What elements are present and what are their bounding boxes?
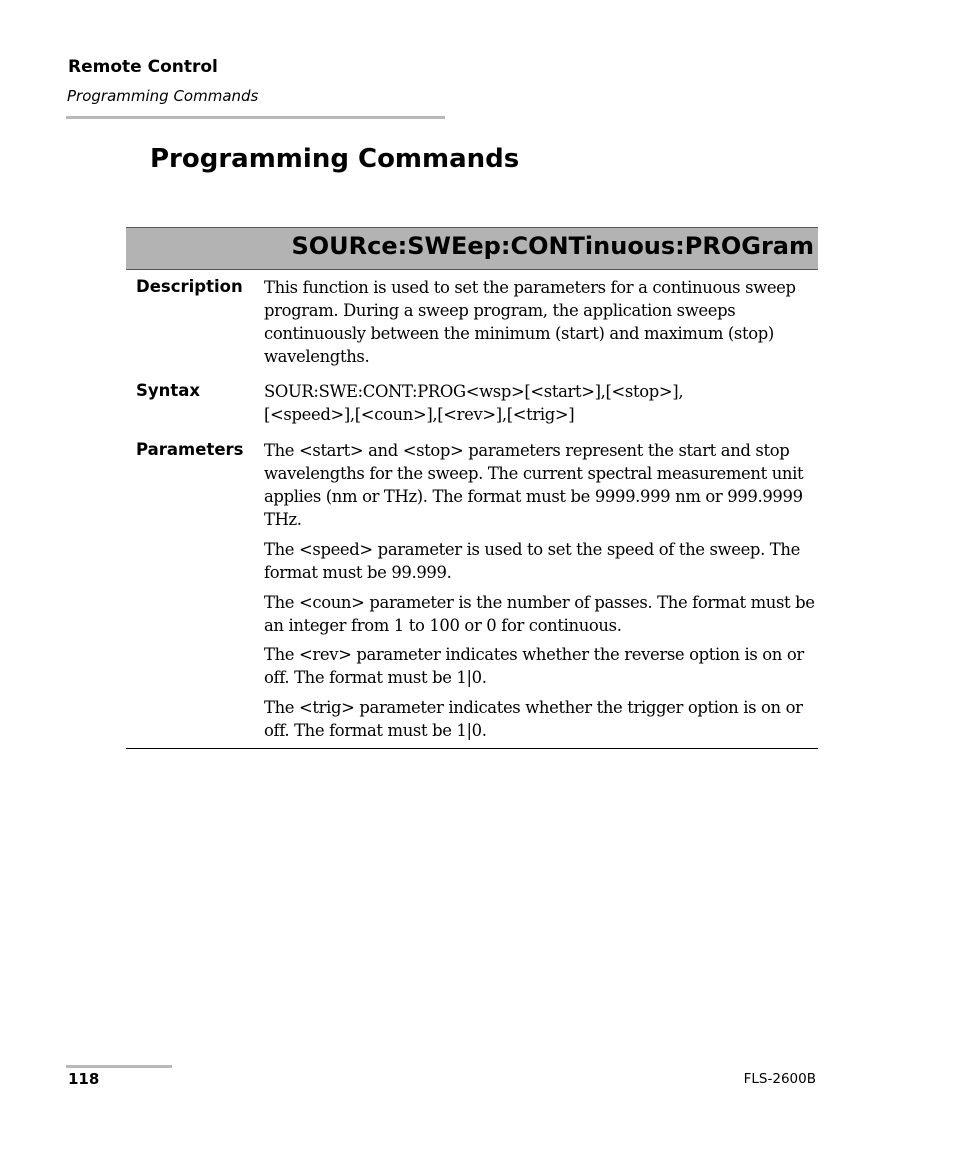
description-text: This function is used to set the parameters for a continuous sweep program. During a sweep program, the application sweeps continuously between the minimum (start) and maximum (stop) wavelengths. [264, 278, 796, 366]
header-divider [66, 116, 445, 119]
parameter-paragraph: The <speed> parameter is used to set the speed of the sweep. The format must be 99.999. [264, 540, 800, 582]
parameter-paragraph: The <start> and <stop> parameters represent the start and stop wavelengths for the sweep. The current spectral measurement unit applies (nm or THz). The format must be 9999.999 nm or 999.9999 THz. [264, 441, 804, 529]
parameters-label: Parameters [136, 440, 244, 459]
description-label: Description [136, 277, 243, 296]
table-bottom-rule [126, 748, 818, 749]
command-name: SOURce:SWEep:CONTinuous:PROGram [291, 232, 814, 260]
parameter-paragraph: The <rev> parameter indicates whether the reverse option is on or off. The format must be 1|0. [264, 645, 804, 687]
parameter-paragraph: The <trig> parameter indicates whether the trigger option is on or off. The format must be 1|0. [264, 698, 803, 740]
page-number: 118 [68, 1070, 100, 1088]
page-title: Programming Commands [150, 144, 520, 174]
syntax-label: Syntax [136, 381, 201, 400]
syntax-line-2: [<speed>],[<coun>],[<rev>],[<trig>] [264, 405, 575, 424]
parameter-paragraph: The <coun> parameter is the number of passes. The format must be an integer from 1 to 100 or 0 for continuous. [264, 593, 815, 635]
product-model: FLS-2600B [743, 1071, 816, 1087]
syntax-text [264, 380, 816, 426]
header-subsection-title: Programming Commands [67, 87, 259, 105]
footer-divider [66, 1065, 172, 1068]
header-section-title: Remote Control [68, 57, 218, 77]
command-header-bar [126, 227, 818, 270]
syntax-line-1: SOUR:SWE:CONT:PROG<wsp>[<start>],[<stop>], [264, 382, 684, 401]
